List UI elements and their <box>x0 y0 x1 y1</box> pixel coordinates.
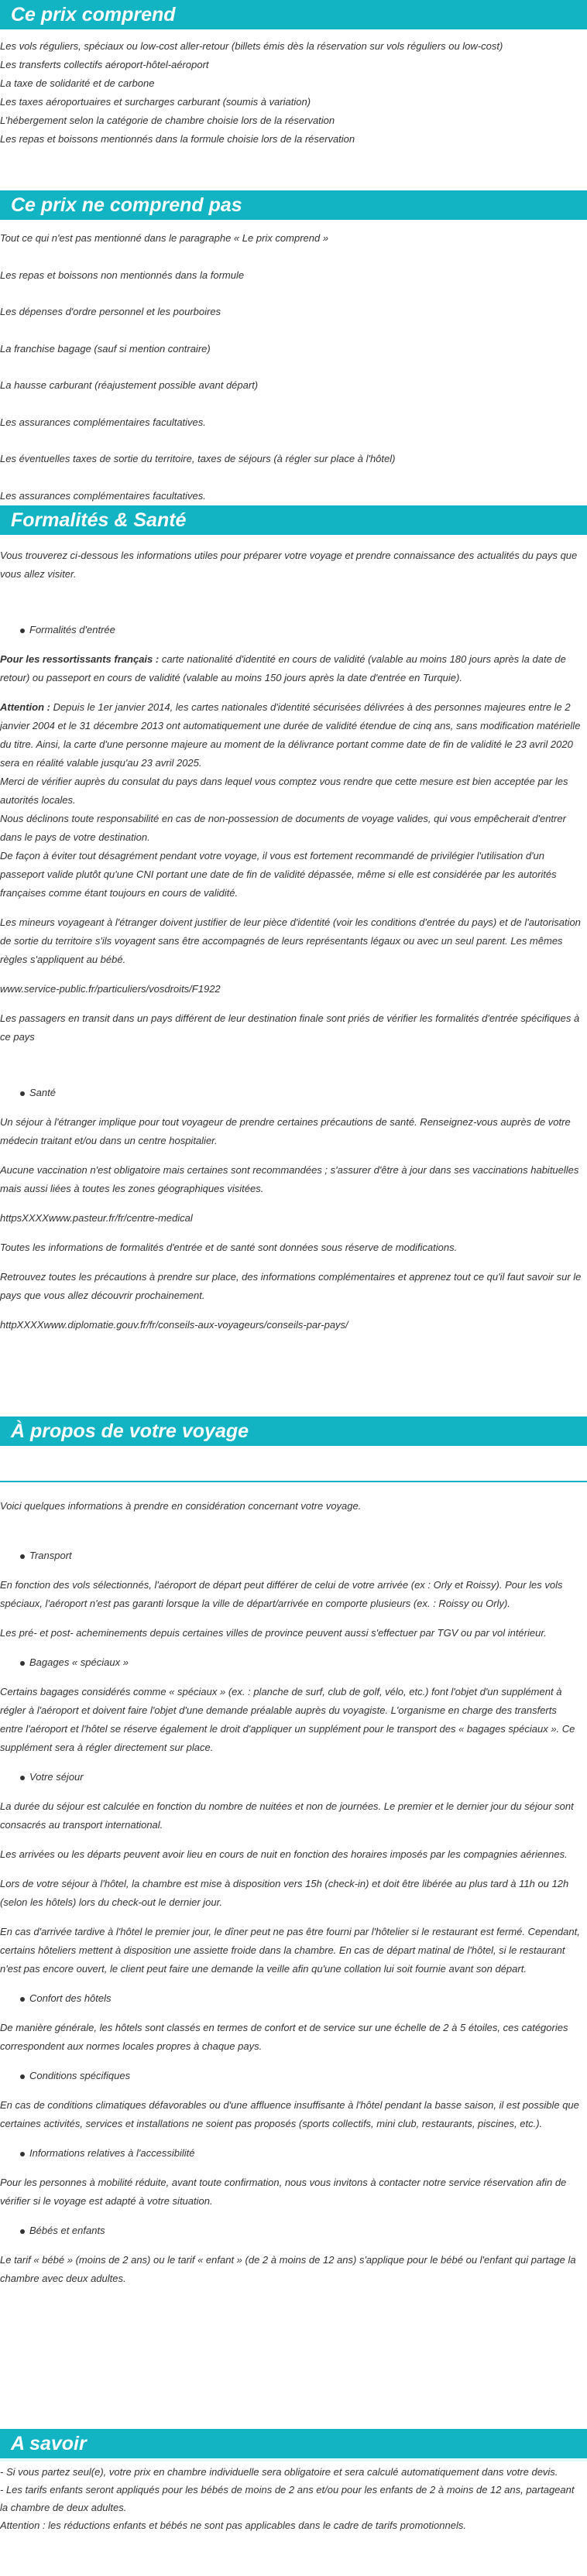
sejour-paragraph: La durée du séjour est calculée en fonction du nombre de nuitées et non de journées. Le premier et le dernier jour du séjour sont consacrés au transport international. <box>0 1800 574 1831</box>
section-header-prix-ne-comprend-pas <box>0 190 587 220</box>
divider <box>0 2458 587 2461</box>
list-item: Les dépenses d'ordre personnel et les pourboires <box>0 306 221 317</box>
list-item: - Si vous partez seul(e), votre prix en chambre individuelle sera obligatoire et sera calculé automatiquement dans votre devis. <box>0 2466 558 2478</box>
bullet-confort: Confort des hôtels <box>0 1989 582 2008</box>
bullet-bagages: Bagages « spéciaux » <box>0 1653 582 1672</box>
list-item: Les assurances complémentaires facultatives. <box>0 489 206 502</box>
section-header-prix-comprend <box>0 0 587 29</box>
diplomatie-link[interactable]: httpXXXXwww.diplomatie.gouv.fr/fr/conseils-aux-voyageurs/conseils-par-pays/ <box>0 1319 348 1331</box>
retrouvez-paragraph: Retrouvez toutes les précautions à prendre sur place, des informations complémentaires et apprenez tout ce qu'il faut savoir sur le pays que vous allez découvrir prochainement. <box>0 1271 582 1301</box>
list-item: Tout ce qui n'est pas mentionné dans le paragraphe « Le prix comprend » <box>0 232 329 244</box>
paragraph: Nous déclinons toute responsabilité en cas de non-possession de documents de voyage valides, qui vous empêcherait d'entrer dans le pays de votre destination. <box>0 813 566 843</box>
prix-comprend-list <box>0 37 582 149</box>
ressortissants-text: carte nationalité d'identité en cours de validité (valable au moins 180 jours après la date de retour) ou passeport en cours de validité (valable au moins 150 jours après la date d'entrée en Turquie). <box>0 653 566 683</box>
list-item: Les éventuelles taxes de sortie du territoire, taxes de séjours (à régler sur place à l'hôtel) <box>0 453 396 464</box>
list-item: La taxe de solidarité et de carbone <box>0 77 155 89</box>
confort-paragraph: De manière générale, les hôtels sont classés en termes de confort et de service sur une échelle de 2 à 5 étoiles, ces catégories correspondent aux normes locales propres à chaque pays. <box>0 2022 568 2052</box>
bullet-bebes: Bébés et enfants <box>0 2221 582 2240</box>
list-item: Les assurances complémentaires facultatives. <box>0 416 206 428</box>
a-propos-content <box>0 1497 582 2288</box>
paragraph: Merci de vérifier auprès du consulat du pays dans lequel vous comptez vous rendre que cette mesure est bien acceptée par les autorités locales. <box>0 776 568 806</box>
bullet-sejour: Votre séjour <box>0 1768 582 1786</box>
section-title: Ce prix comprend <box>11 4 176 26</box>
accessibilite-paragraph: Pour les personnes à mobilité réduite, avant toute confirmation, nous vous invitons à contacter notre service réservation afin de vérifier si le voyage est adapté à votre situation. <box>0 2177 567 2207</box>
sejour-paragraph: En cas d'arrivée tardive à l'hôtel le premier jour, le dîner peut ne pas être fourni par l'hôtelier si le restaurant est fermé. Cependant, certains hôteliers mettent à disposition une assiette froide dans la chambre. En cas de départ matinal de l'hôtel, si le restaurant n'est pas encore ouvert, le client peut faire une demande la veille afin qu'une collation lui soit fournie avant son départ. <box>0 1926 580 1975</box>
list-item: Les repas et boissons non mentionnés dans la formule <box>0 269 245 281</box>
list-item: Attention : les réductions enfants et bébés ne sont pas applicables dans le cadre de tarifs promotionnels. <box>0 2519 466 2531</box>
section-header-a-savoir <box>0 2429 587 2458</box>
bullet-sante: Santé <box>0 1084 582 1102</box>
bullet-formalites: Formalités d'entrée <box>0 621 582 639</box>
list-item: - Les tarifs enfants seront appliqués pour les bébés de moins de 2 ans et/ou pour les enfants de 2 à moins de 12 ans, partageant la chambre de deux adultes. <box>0 2484 575 2513</box>
prix-ne-comprend-pas-list <box>0 229 582 505</box>
list-item: La franchise bagage (sauf si mention contraire) <box>0 342 211 355</box>
bullet-accessibilite: Informations relatives à l'accessibilité <box>0 2144 582 2163</box>
section-header-formalites-sante <box>0 505 587 535</box>
bagages-paragraph: Certains bagages considérés comme « spéciaux » (ex. : planche de surf, club de golf, vélo, etc.) font l'objet d'un supplément à régler à l'aéroport et doivent faire l'objet d'une demande préalable auprès du voyagiste. L'organisme en charge des transferts entre l'aéroport et l'hôtel se réserve également le droit d'appliquer un supplément pour le transport des « bagages spéciaux ». Ce supplément sera à régler directement sur place. <box>0 1686 575 1753</box>
reserve-paragraph: Toutes les informations de formalités d'entrée et de santé sont données sous réserve de modifications. <box>0 1242 458 1253</box>
transit-paragraph: Les passagers en transit dans un pays différent de leur destination finale sont priés de vérifier les formalités d'entrée spécifiques à ce pays <box>0 1012 580 1043</box>
list-item: Les repas et boissons mentionnés dans la formule choisie lors de la réservation <box>0 133 355 145</box>
section-title: Formalités & Santé <box>11 509 187 531</box>
service-public-link[interactable]: www.service-public.fr/particuliers/vosdroits/F1922 <box>0 983 221 995</box>
list-item: L’hébergement selon la catégorie de chambre choisie lors de la réservation <box>0 115 335 126</box>
ressortissants-paragraph <box>0 650 582 687</box>
list-item: Les transferts collectifs aéroport-hôtel-aéroport <box>0 59 209 70</box>
a-savoir-content <box>0 2463 582 2534</box>
conditions-paragraph: En cas de conditions climatiques défavorables ou d'une affluence insuffisante à l'hôtel pendant la basse saison, il est possible que certaines activités, services et installations ne soient pas proposés (sports collectifs, mini club, restaurants, piscines, etc.). <box>0 2099 579 2129</box>
sante-paragraph: Un séjour à l'étranger implique pour tout voyageur de prendre certaines précautions de santé. Renseignez-vous auprès de votre médecin traitant et/ou dans un centre hospitalier. <box>0 1116 571 1146</box>
vaccination-paragraph: Aucune vaccination n'est obligatoire mais certaines sont recommandées ; s'assurer d'être à jour dans ses vaccinations habituelles mais aussi liées à toutes les zones géographiques visitées. <box>0 1164 579 1194</box>
intro-text: Vous trouverez ci-dessous les informations utiles pour préparer votre voyage et prendre connaissance des actualités du pays que vous allez visiter. <box>0 550 578 580</box>
ressortissants-label: Pour les ressortissants français : <box>0 653 160 665</box>
attention-label: Attention : <box>0 701 50 713</box>
attention-text: Depuis le 1er janvier 2014, les cartes nationales d'identité sécurisées délivrées à des personnes majeures entre le 2 janvier 2004 et le 31 décembre 2013 ont automatiquement une durée de validité étendue de cinq ans, sans modification matérielle du titre. Ainsi, la carte d'une personne majeure au moment de la délivrance portant comme date de fin de validité le 23 avril 2020 sera en réalité valable jusqu'au 23 avril 2025. <box>0 701 581 769</box>
sejour-paragraph: Les arrivées ou les départs peuvent avoir lieu en cours de nuit en fonction des horaires imposés par les compagnies aériennes. <box>0 1848 568 1860</box>
pasteur-link[interactable]: httpsXXXXwww.pasteur.fr/fr/centre-medical <box>0 1212 193 1224</box>
paragraph: De façon à éviter tout désagrément pendant votre voyage, il vous est fortement recommandé de privilégier l'utilisation d'un passeport valide plutôt qu'une CNI portant une date de fin de validité dépassée, même si elle est considérée par les autorités françaises comme étant toujours en cours de validité. <box>0 850 557 899</box>
formalites-sante-content <box>0 546 582 1334</box>
bullet-transport: Transport <box>0 1547 582 1565</box>
list-item: Les vols réguliers, spéciaux ou low-cost aller-retour (billets émis dès la réservation sur vols réguliers ou low-cost) <box>0 40 503 52</box>
transport-paragraph: En fonction des vols sélectionnés, l'aéroport de départ peut différer de celui de votre arrivée (ex : Orly et Roissy). Pour les vols spéciaux, l'aéroport n'est pas garanti lorsque la ville de départ/arrivée en comporte plusieurs (ex. : Roissy ou Orly). <box>0 1579 563 1609</box>
intro-text: Voici quelques informations à prendre en considération concernant votre voyage. <box>0 1500 362 1512</box>
divider <box>0 1481 587 1482</box>
list-item: Les taxes aéroportuaires et surcharges carburant (soumis à variation) <box>0 96 311 108</box>
bullet-conditions: Conditions spécifiques <box>0 2067 582 2085</box>
section-title: Ce prix ne comprend pas <box>11 194 242 216</box>
attention-paragraph <box>0 698 582 772</box>
bebes-paragraph: Le tarif « bébé » (moins de 2 ans) ou le tarif « enfant » (de 2 à moins de 12 ans) s'applique pour le bébé ou l'enfant qui partage la chambre avec deux adultes. <box>0 2254 576 2284</box>
section-header-a-propos <box>0 1416 587 1446</box>
transport-paragraph: Les pré- et post- acheminements depuis certaines villes de province peuvent aussi s'effectuer par TGV ou par vol intérieur. <box>0 1627 547 1639</box>
sejour-paragraph: Lors de votre séjour à l'hôtel, la chambre est mise à disposition vers 15h (check-in) et doit être libérée au plus tard à 11h ou 12h (selon les hôtels) lors du check-out le dernier jour. <box>0 1878 569 1908</box>
section-title: À propos de votre voyage <box>11 1420 249 1442</box>
section-title: A savoir <box>11 2433 87 2454</box>
list-item: La hausse carburant (réajustement possible avant départ) <box>0 379 259 391</box>
mineurs-paragraph: Les mineurs voyageant à l'étranger doivent justifier de leur pièce d'identité (voir les conditions d'entrée du pays) et de l'autorisation de sortie du territoire s'ils voyagent sans être accompagnés de leurs représentants légaux ou avec un seul parent. Les mêmes règles s'appliquent au bébé. <box>0 916 581 965</box>
